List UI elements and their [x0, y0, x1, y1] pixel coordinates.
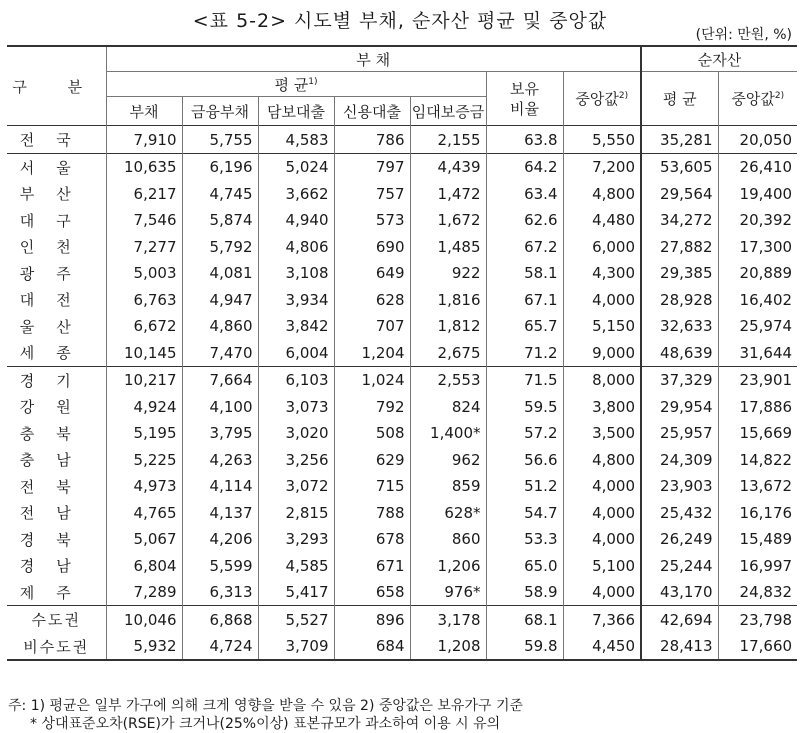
value-cell: 3,934: [258, 286, 334, 313]
value-cell: 4,806: [258, 233, 334, 260]
table-title: <표 5-2> 시도별 부채, 순자산 평균 및 중앙값: [192, 10, 608, 32]
value-cell: 53,605: [641, 153, 718, 180]
value-cell: 3,709: [258, 633, 334, 661]
value-cell: 4,137: [182, 499, 258, 526]
value-cell: 658: [334, 579, 410, 606]
value-cell: 962: [410, 446, 486, 473]
region-cell: 경기: [7, 366, 106, 393]
value-cell: 792: [334, 393, 410, 420]
value-cell: 3,795: [182, 420, 258, 447]
value-cell: 16,402: [718, 286, 797, 313]
region-cell: 수도권: [7, 606, 106, 633]
value-cell: 4,973: [106, 473, 182, 500]
value-cell: 64.2: [486, 153, 563, 180]
value-cell: 17,886: [718, 393, 797, 420]
table-row: [7, 446, 797, 473]
financial-debt-header: 금융부채: [182, 97, 258, 126]
value-cell: 27,882: [641, 233, 718, 260]
value-cell: 5,874: [182, 207, 258, 234]
na-avg-header: 평 균: [641, 72, 718, 126]
value-cell: 4,000: [563, 499, 641, 526]
value-cell: 54.7: [486, 499, 563, 526]
value-cell: 896: [334, 606, 410, 633]
value-cell: 797: [334, 153, 410, 180]
region-cell: 울산: [19, 317, 93, 336]
value-cell: 7,470: [182, 339, 258, 366]
table-row: [7, 420, 797, 447]
value-cell: 43,170: [641, 579, 718, 606]
value-cell: 67.1: [486, 286, 563, 313]
value-cell: 3,178: [410, 606, 486, 633]
value-cell: 25,244: [641, 552, 718, 579]
footnote-2: * 상대표준오차(RSE)가 크거나(25%이상) 표본규모가 과소하여 이용 시 유의: [30, 716, 501, 732]
table-row: [7, 153, 797, 180]
table-row: [7, 233, 797, 260]
value-cell: 4,000: [563, 579, 641, 606]
value-cell: 25,432: [641, 499, 718, 526]
value-cell: 1,672: [410, 207, 486, 234]
value-cell: 4,800: [563, 446, 641, 473]
value-cell: 4,439: [410, 153, 486, 180]
value-cell: 6,103: [258, 366, 334, 393]
value-cell: 5,792: [182, 233, 258, 260]
value-cell: 7,200: [563, 153, 641, 180]
value-cell: 5,599: [182, 552, 258, 579]
region-cell: 제주: [19, 583, 93, 602]
value-cell: 678: [334, 526, 410, 553]
region-cell: 전국: [19, 131, 93, 150]
value-cell: 4,765: [106, 499, 182, 526]
value-cell: 16,176: [718, 499, 797, 526]
value-cell: 71.2: [486, 339, 563, 366]
region-cell: 대전: [19, 291, 93, 310]
table-row: [7, 260, 797, 287]
value-cell: 34,272: [641, 207, 718, 234]
value-cell: 42,694: [641, 606, 718, 633]
region-cell: 세종: [19, 344, 93, 363]
value-cell: 15,669: [718, 420, 797, 447]
value-cell: 786: [334, 126, 410, 154]
region-cell: 광주: [19, 264, 93, 283]
value-cell: 25,974: [718, 313, 797, 340]
value-cell: 5,417: [258, 579, 334, 606]
value-cell: 6,217: [106, 180, 182, 207]
value-cell: 3,020: [258, 420, 334, 447]
value-cell: 573: [334, 207, 410, 234]
value-cell: 1,024: [334, 366, 410, 393]
value-cell: 649: [334, 260, 410, 287]
value-cell: 4,745: [182, 180, 258, 207]
value-cell: 58.1: [486, 260, 563, 287]
table-row: [7, 126, 797, 154]
value-cell: 5,225: [106, 446, 182, 473]
table-row: [7, 473, 797, 500]
value-cell: 7,277: [106, 233, 182, 260]
value-cell: 1,400*: [410, 420, 486, 447]
value-cell: 3,073: [258, 393, 334, 420]
value-cell: 57.2: [486, 420, 563, 447]
table-row: [7, 207, 797, 234]
value-cell: 23,901: [718, 366, 797, 393]
value-cell: 14,822: [718, 446, 797, 473]
value-cell: 5,100: [563, 552, 641, 579]
value-cell: 53.3: [486, 526, 563, 553]
value-cell: 5,003: [106, 260, 182, 287]
value-cell: 4,300: [563, 260, 641, 287]
value-cell: 19,400: [718, 180, 797, 207]
value-cell: 51.2: [486, 473, 563, 500]
value-cell: 7,546: [106, 207, 182, 234]
value-cell: 20,392: [718, 207, 797, 234]
region-cell: 충북: [19, 424, 93, 443]
table-row: [7, 606, 797, 633]
value-cell: 1,472: [410, 180, 486, 207]
value-cell: 684: [334, 633, 410, 661]
credit-loan-header: 신용대출: [334, 97, 410, 126]
table-row: [7, 499, 797, 526]
value-cell: 715: [334, 473, 410, 500]
value-cell: 10,217: [106, 366, 182, 393]
lease-deposit-header: 임대보증금: [410, 97, 486, 126]
value-cell: 6,868: [182, 606, 258, 633]
value-cell: 4,263: [182, 446, 258, 473]
value-cell: 17,300: [718, 233, 797, 260]
value-cell: 25,957: [641, 420, 718, 447]
value-cell: 859: [410, 473, 486, 500]
value-cell: 7,366: [563, 606, 641, 633]
value-cell: 37,329: [641, 366, 718, 393]
value-cell: 5,755: [182, 126, 258, 154]
value-cell: 28,928: [641, 286, 718, 313]
value-cell: 4,860: [182, 313, 258, 340]
value-cell: 4,114: [182, 473, 258, 500]
value-cell: 6,763: [106, 286, 182, 313]
value-cell: 3,662: [258, 180, 334, 207]
value-cell: 1,208: [410, 633, 486, 661]
value-cell: 1,206: [410, 552, 486, 579]
value-cell: 48,639: [641, 339, 718, 366]
value-cell: 3,072: [258, 473, 334, 500]
value-cell: 6,004: [258, 339, 334, 366]
value-cell: 5,550: [563, 126, 641, 154]
value-cell: 7,910: [106, 126, 182, 154]
value-cell: 6,804: [106, 552, 182, 579]
value-cell: 71.5: [486, 366, 563, 393]
value-cell: 59.8: [486, 633, 563, 661]
value-cell: 26,410: [718, 153, 797, 180]
value-cell: 28,413: [641, 633, 718, 661]
value-cell: 5,024: [258, 153, 334, 180]
value-cell: 2,155: [410, 126, 486, 154]
value-cell: 4,724: [182, 633, 258, 661]
value-cell: 13,672: [718, 473, 797, 500]
value-cell: 4,800: [563, 180, 641, 207]
value-cell: 4,000: [563, 286, 641, 313]
value-cell: 17,660: [718, 633, 797, 661]
value-cell: 10,046: [106, 606, 182, 633]
value-cell: 707: [334, 313, 410, 340]
table-row: [7, 180, 797, 207]
value-cell: 62.6: [486, 207, 563, 234]
value-cell: 4,450: [563, 633, 641, 661]
value-cell: 4,000: [563, 526, 641, 553]
region-cell: 전북: [19, 477, 93, 496]
value-cell: 5,195: [106, 420, 182, 447]
value-cell: 23,798: [718, 606, 797, 633]
median-header: 중앙값$^{2)}$: [563, 72, 641, 126]
region-cell: 충남: [19, 451, 93, 470]
value-cell: 5,932: [106, 633, 182, 661]
region-cell: 강원: [19, 398, 93, 417]
value-cell: 824: [410, 393, 486, 420]
value-cell: 5,067: [106, 526, 182, 553]
value-cell: 922: [410, 260, 486, 287]
value-cell: 26,249: [641, 526, 718, 553]
value-cell: 24,309: [641, 446, 718, 473]
value-cell: 20,050: [718, 126, 797, 154]
value-cell: 63.4: [486, 180, 563, 207]
value-cell: 4,480: [563, 207, 641, 234]
value-cell: 628*: [410, 499, 486, 526]
value-cell: 7,664: [182, 366, 258, 393]
value-cell: 2,675: [410, 339, 486, 366]
value-cell: 2,553: [410, 366, 486, 393]
debt-net-assets-table: [7, 45, 797, 661]
region-cell: 경북: [19, 530, 93, 549]
value-cell: 976*: [410, 579, 486, 606]
value-cell: 63.8: [486, 126, 563, 154]
value-cell: 671: [334, 552, 410, 579]
value-cell: 628: [334, 286, 410, 313]
debt-group-header: 부 채: [106, 46, 641, 72]
avg-group-header: 평 균$^{1)}$: [106, 72, 486, 97]
value-cell: 1,204: [334, 339, 410, 366]
table-row: [7, 552, 797, 579]
value-cell: 860: [410, 526, 486, 553]
table-row: [7, 633, 797, 661]
value-cell: 4,947: [182, 286, 258, 313]
table-row: [7, 339, 797, 366]
value-cell: 67.2: [486, 233, 563, 260]
value-cell: 1,812: [410, 313, 486, 340]
value-cell: 3,293: [258, 526, 334, 553]
value-cell: 6,000: [563, 233, 641, 260]
value-cell: 3,800: [563, 393, 641, 420]
secured-loan-header: 담보대출: [258, 97, 334, 126]
value-cell: 9,000: [563, 339, 641, 366]
value-cell: 32,633: [641, 313, 718, 340]
value-cell: 29,385: [641, 260, 718, 287]
value-cell: 7,289: [106, 579, 182, 606]
region-cell: 대구: [19, 211, 93, 230]
value-cell: 24,832: [718, 579, 797, 606]
value-cell: 3,500: [563, 420, 641, 447]
table-row: [7, 393, 797, 420]
value-cell: 2,815: [258, 499, 334, 526]
value-cell: 6,672: [106, 313, 182, 340]
value-cell: 65.7: [486, 313, 563, 340]
region-header: 구 분: [7, 46, 106, 126]
value-cell: 5,527: [258, 606, 334, 633]
value-cell: 16,997: [718, 552, 797, 579]
holding-ratio-header: 보유 비율: [486, 72, 563, 126]
value-cell: 6,196: [182, 153, 258, 180]
value-cell: 3,842: [258, 313, 334, 340]
value-cell: 4,000: [563, 473, 641, 500]
region-cell: 서울: [7, 153, 106, 180]
value-cell: 29,564: [641, 180, 718, 207]
table-row: [7, 313, 797, 340]
value-cell: 58.9: [486, 579, 563, 606]
value-cell: 1,816: [410, 286, 486, 313]
value-cell: 508: [334, 420, 410, 447]
value-cell: 56.6: [486, 446, 563, 473]
value-cell: 65.0: [486, 552, 563, 579]
value-cell: 788: [334, 499, 410, 526]
value-cell: 4,206: [182, 526, 258, 553]
value-cell: 629: [334, 446, 410, 473]
value-cell: 8,000: [563, 366, 641, 393]
region-cell: 인천: [19, 238, 93, 257]
value-cell: 4,585: [258, 552, 334, 579]
table-row: [7, 526, 797, 553]
value-cell: 1,485: [410, 233, 486, 260]
value-cell: 4,940: [258, 207, 334, 234]
value-cell: 10,635: [106, 153, 182, 180]
value-cell: 68.1: [486, 606, 563, 633]
region-cell: 경남: [19, 557, 93, 576]
value-cell: 23,903: [641, 473, 718, 500]
net-assets-group-header: 순자산: [641, 46, 797, 72]
value-cell: 6,313: [182, 579, 258, 606]
table-row: [7, 286, 797, 313]
value-cell: 31,644: [718, 339, 797, 366]
value-cell: 4,583: [258, 126, 334, 154]
value-cell: 59.5: [486, 393, 563, 420]
table-body: [7, 126, 797, 661]
value-cell: 35,281: [641, 126, 718, 154]
region-cell: 비수도권: [7, 633, 106, 661]
debt-total-header: 부채: [106, 97, 182, 126]
value-cell: 4,081: [182, 260, 258, 287]
value-cell: 10,145: [106, 339, 182, 366]
value-cell: 20,889: [718, 260, 797, 287]
value-cell: 3,256: [258, 446, 334, 473]
value-cell: 3,108: [258, 260, 334, 287]
value-cell: 5,150: [563, 313, 641, 340]
table-row: [7, 579, 797, 606]
region-cell: 부산: [19, 185, 93, 204]
na-median-header: 중앙값$^{2)}$: [718, 72, 797, 126]
region-cell: 전남: [19, 504, 93, 523]
value-cell: 757: [334, 180, 410, 207]
table-row: [7, 366, 797, 393]
value-cell: 15,489: [718, 526, 797, 553]
unit-label: (단위: 만원, %): [695, 27, 792, 43]
value-cell: 4,924: [106, 393, 182, 420]
value-cell: 29,954: [641, 393, 718, 420]
footnote-1: 주: 1) 평균은 일부 가구에 의해 크게 영향을 받을 수 있음 2) 중앙값은 보유가구 기준: [8, 698, 523, 714]
value-cell: 4,100: [182, 393, 258, 420]
value-cell: 690: [334, 233, 410, 260]
